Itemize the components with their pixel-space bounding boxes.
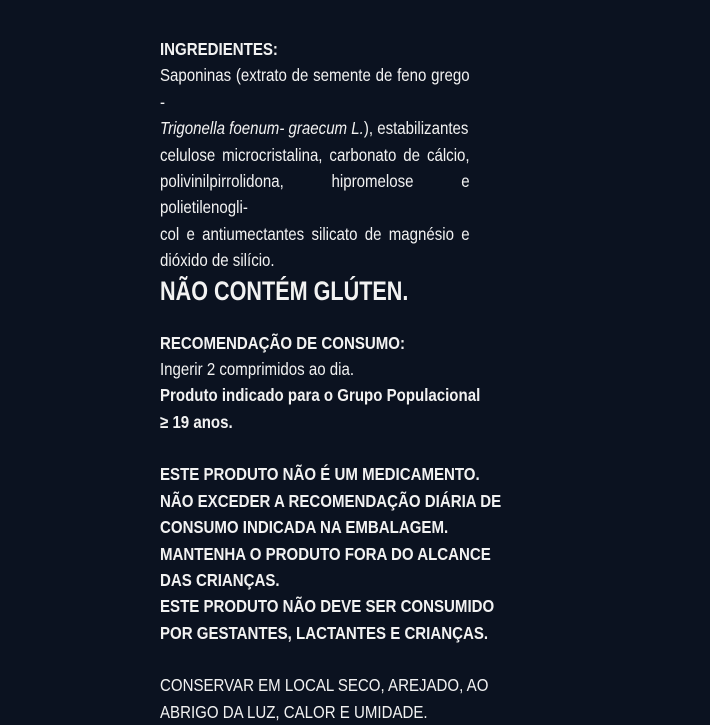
warning-line: DAS CRIANÇAS. [160, 569, 280, 590]
ingredients-line-5: col e antiumectantes silicato de magnésio e [160, 223, 470, 244]
warning-line: ESTE PRODUTO NÃO DEVE SER CONSUMIDO [160, 596, 495, 617]
ingredients-line-2-rest: ), estabilizantes [363, 118, 469, 139]
ingredients-line-2 [160, 115, 470, 141]
ingredients-line-1: Saponinas (extrato de semente de feno grego - [160, 65, 470, 112]
ingredients-line-6: dióxido de silício. [160, 250, 275, 271]
consumption-line-2: Produto indicado para o Grupo Populacional [160, 385, 481, 406]
ingredients-line-3: celulose microcristalina, carbonato de cálcio, [160, 144, 470, 165]
warning-line: CONSUMO INDICADA NA EMBALAGEM. [160, 517, 449, 538]
consumption-heading: RECOMENDAÇÃO DE CONSUMO: [160, 332, 405, 353]
storage-line: CONSERVAR EM LOCAL SECO, AREJADO, AO [160, 675, 489, 696]
ingredients-line-4: polivinilpirrolidona, hipromelose e polietilenogli- [160, 171, 470, 218]
storage-line: ABRIGO DA LUZ, CALOR E UMIDADE. [160, 701, 428, 722]
consumption-line-1: Ingerir 2 comprimidos ao dia. [160, 359, 355, 380]
gluten-statement: NÃO CONTÉM GLÚTEN. [160, 275, 409, 306]
consumption-line-3: ≥ 19 anos. [160, 411, 233, 432]
warning-line: NÃO EXCEDER A RECOMENDAÇÃO DIÁRIA DE [160, 490, 502, 511]
warning-line: MANTENHA O PRODUTO FORA DO ALCANCE [160, 543, 491, 564]
warning-line: POR GESTANTES, LACTANTES E CRIANÇAS. [160, 622, 489, 643]
species-name: Trigonella foenum- graecum L. [160, 118, 364, 139]
ingredients-heading: INGREDIENTES: [160, 39, 278, 59]
label-text-panel [160, 36, 520, 725]
warning-line: ESTE PRODUTO NÃO É UM MEDICAMENTO. [160, 464, 480, 485]
